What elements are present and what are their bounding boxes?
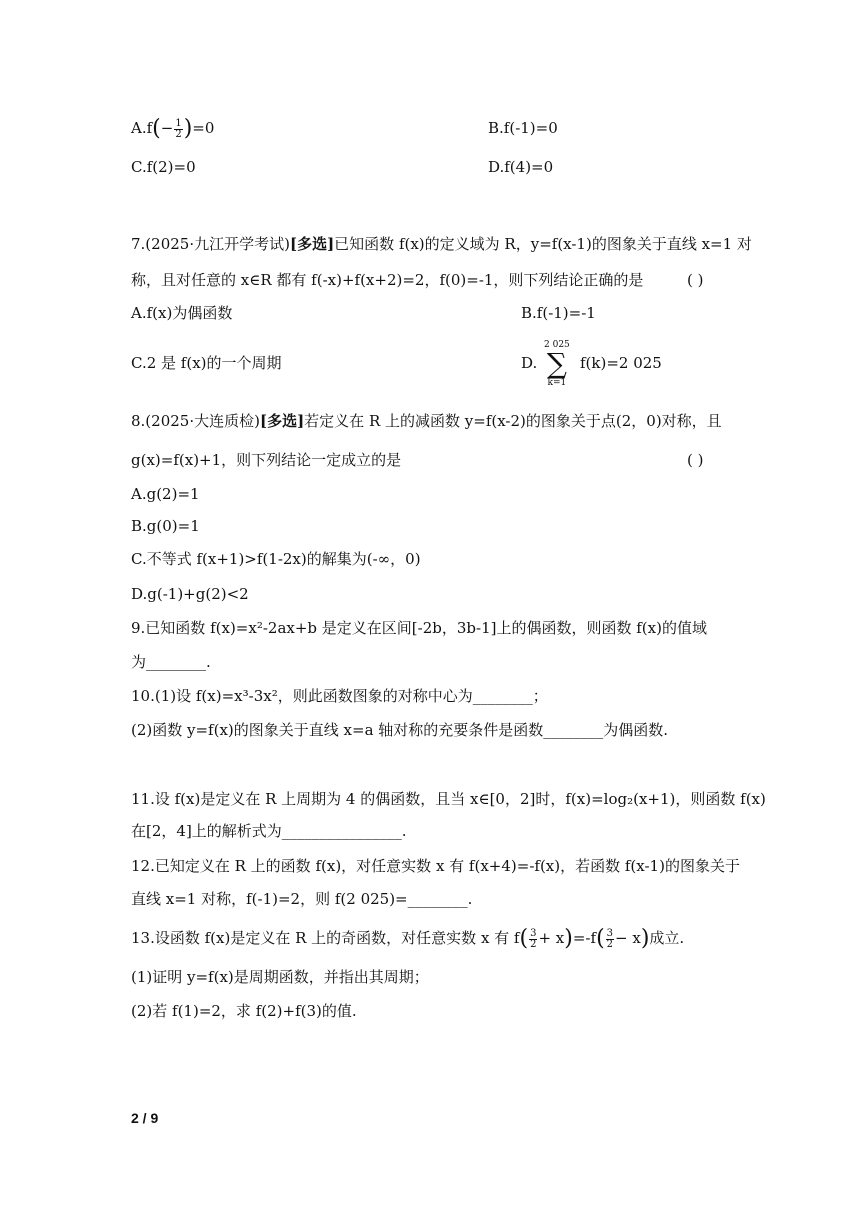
q10-line-1: 10.(1)设 f(x)=x³-3x²，则此函数图象的对称中心为________； [131,687,548,705]
q6-option-a-prefix: A.f [131,119,153,137]
fraction [606,929,614,950]
right-paren: ) [640,926,650,951]
q7-multi-select-tag: [多选] [289,235,335,253]
fraction-numerator: 1 [175,117,182,129]
sum-upper-limit: 2 025 [544,340,570,350]
fraction-numerator: 3 [530,927,537,939]
q6-option-c: C.f(2)=0 [131,158,196,176]
fraction-numerator: 3 [606,927,614,939]
q13-stem-pre: 13.设函数 f(x)是定义在 R 上的奇函数，对任意实数 x 有 f [131,929,520,947]
page-number: 2 / 9 [131,1110,159,1126]
q10-line-2: (2)函数 y=f(x)的图象关于直线 x=a 轴对称的充要条件是函数________为偶函数. [131,721,669,739]
fraction-denominator: 2 [606,938,614,950]
left-paren: ( [519,926,529,951]
q8-stem-1: 若定义在 R 上的减函数 y=f(x-2)的图象关于点(2，0)对称，且 [304,412,722,430]
q7-option-a: A.f(x)为偶函数 [131,304,233,322]
q13-stem-post: 成立. [649,929,685,947]
q12-line-2: 直线 x=1 对称，f(-1)=2，则 f(2 025)=________. [131,890,473,908]
right-paren: ) [183,116,193,141]
q6-option-d: D.f(4)=0 [488,158,554,176]
q8-multi-select-tag: [多选] [259,412,305,430]
q8-option-a: A.g(2)=1 [131,485,200,503]
left-paren: ( [152,116,161,141]
q7-option-d-suffix: f(k)=2 025 [580,354,662,372]
q11-line-2: 在[2，4]上的解析式为________________. [131,822,407,840]
q6-option-b: B.f(-1)=0 [488,119,558,137]
q13-line-3: (2)若 f(1)=2，求 f(2)+f(3)的值. [131,1002,357,1020]
right-paren: ) [564,926,573,951]
q7-option-d-prefix: D. [521,354,538,372]
fraction [529,929,537,950]
q8-option-c: C.不等式 f(x+1)>f(1-2x)的解集为(-∞，0) [131,550,421,568]
q7-option-b: B.f(-1)=-1 [521,304,596,322]
q9-line-1: 9.已知函数 f(x)=x²-2ax+b 是定义在区间[-2b，3b-1]上的偶函数，则函数 f(x)的值域 [131,619,707,637]
q7-option-c: C.2 是 f(x)的一个周期 [131,354,282,372]
fraction [174,119,182,140]
q8-line-2: g(x)=f(x)+1，则下列结论一定成立的是 [131,451,402,469]
q11-line-1: 11.设 f(x)是定义在 R 上周期为 4 的偶函数，且当 x∈[0，2]时，f(x)=log₂(x+1)，则函数 f(x) [131,790,766,808]
q12-line-1: 12.已知定义在 R 上的函数 f(x)，对任意实数 x 有 f(x+4)=-f(x)，若函数 f(x-1)的图象关于 [131,857,740,875]
q6-option-a [131,118,214,140]
q7-summation [544,340,570,388]
q7-stem-1: 已知函数 f(x)的定义域为 R，y=f(x-1)的图象关于直线 x=1 对 [334,235,752,253]
fraction-denominator: 2 [530,938,537,950]
q6-option-a-neg: − [160,119,174,137]
q8-source: 8.(2025·大连质检) [131,412,260,430]
q8-option-b: B.g(0)=1 [131,517,200,535]
q8-option-d: D.g(-1)+g(2)<2 [131,585,249,603]
q9-line-2: 为________. [131,653,211,671]
q13-expr-1: + x [538,929,565,947]
q13-line-2: (1)证明 y=f(x)是周期函数，并指出其周期； [131,968,429,986]
q13-expr-2: − x [615,929,641,947]
sigma-symbol: ∑ [546,347,567,380]
q7-source: 7.(2025·九江开学考试) [131,235,290,253]
q7-line-2: 称，且对任意的 x∈R 都有 f(-x)+f(x+2)=2，f(0)=-1，则下列结论正确的是 [131,271,644,289]
q13-equals: =-f [572,929,597,947]
q8-line-1 [131,411,722,431]
sum-lower-limit: k=1 [547,378,567,388]
q8-answer-paren: ( ) [687,451,704,469]
left-paren: ( [596,926,605,951]
q13-line-1 [131,928,684,950]
fraction-denominator: 2 [175,128,182,140]
q7-line-1 [131,234,752,254]
q7-answer-paren: ( ) [687,271,704,289]
q6-option-a-suffix: =0 [192,119,215,137]
